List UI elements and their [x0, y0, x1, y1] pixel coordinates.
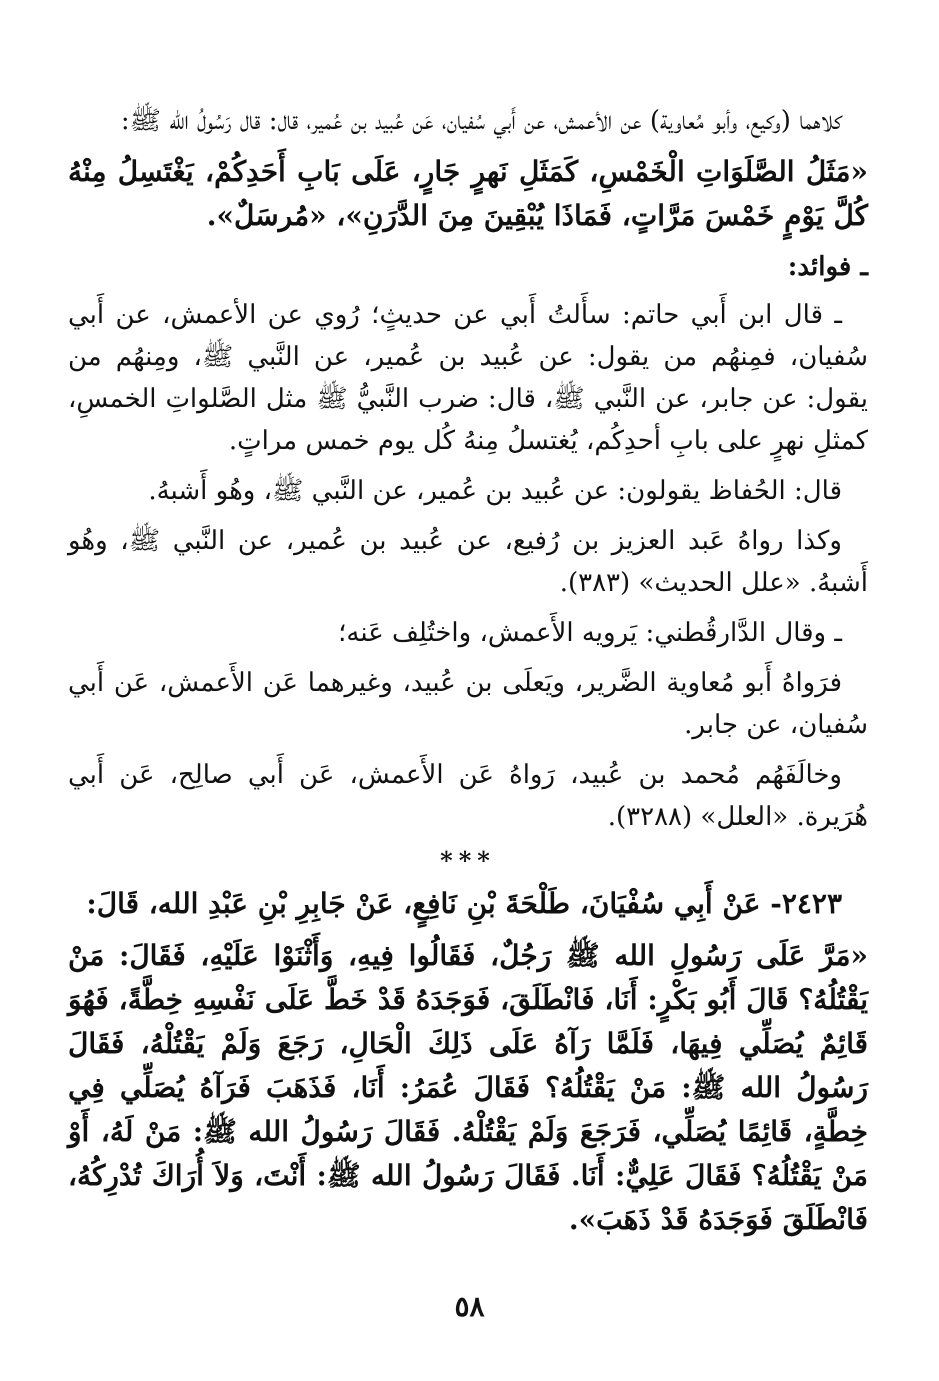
hadith-isnad-text: عَنْ أَبِي سُفْيَانَ، طَلْحَةَ بْنِ نَافِعٍ، عَنْ جَابِرِ بْنِ عَبْدِ الله، قَالَ:	[86, 887, 761, 920]
page-number: ٥٨	[454, 1290, 485, 1323]
fawaid-paragraph-3: وكذا رواهُ عَبد العزيز بن رُفيع، عن عُبيد بن عُمير، عن النَّبي ﷺ، وهُو أَشبهُ. «علل الحديث» (٣٨٣).	[68, 526, 868, 598]
fawaid-heading: ـ فوائد:	[787, 252, 868, 282]
fawaid-paragraph-6: وخالَفَهُم مُحمد بن عُبيد، رَواهُ عَن الأَعمش، عَن أَبي صالِح، عَن أَبي هُرَيرة. «العلل» (٣٢٨٨).	[68, 760, 868, 832]
page-body	[68, 100, 868, 1340]
fawaid-paragraph-2: قال: الحُفاظ يقولون: عن عُبيد بن عُمير، عن النَّبي ﷺ، وهُو أَشبهُ.	[148, 476, 842, 506]
fawaid-paragraph-1: ـ قال ابن أَبي حاتم: سأَلتُ أَبي عن حديثٍ؛ رُوي عن الأعمش، عن أَبي سُفيان، فمِنهُم من يقول: عن عُبيد بن عُمير، عن النَّبي ﷺ، ومِنهُم من يقول: عن جابر، عن النَّبي ﷺ، قال: ضرب النَّبيُّ ﷺ مثل الصَّلواتِ الخمسِ، كمثلِ نهرٍ على بابِ أحدِكُم، يُغتسلُ مِنهُ كُل يوم خمس مراتٍ.	[68, 300, 868, 456]
intro-hadith-text: «مَثَلُ الصَّلَوَاتِ الْخَمْسِ، كَمَثَلِ نَهرٍ جَارٍ، عَلَى بَابِ أَحَدِكُمْ، يَغْتَسِلُ مِنْهُ كُلَّ يَوْمٍ خَمْسَ مَرَّاتٍ، فَمَاذَا يُبْقِينَ مِنَ الدَّرَنِ»، «مُرسَلٌ».	[68, 155, 868, 232]
section-separator: ***	[440, 846, 496, 875]
fawaid-paragraph-5: فرَواهُ أَبو مُعاوية الضَّرير، ويَعلَى بن عُبيد، وغيرهما عَن الأَعمش، عَن أَبي سُفيان، عن جابر.	[68, 668, 868, 740]
hadith-2423-matn: «مَرَّ عَلَى رَسُولِ الله ﷺ رَجُلٌ، فَقَالُوا فِيهِ، وَأَثْنَوْا عَلَيْهِ، فَقَالَ: مَنْ يَقْتُلُهُ؟ قَالَ أَبُو بَكْرٍ: أَنَا، فَانْطَلَقَ، فَوَجَدَهُ قَدْ خَطَّ عَلَى نَفْسِهِ خِطَّةً، فَهُوَ قَائِمٌ يُصَلِّي فِيهَا، فَلَمَّا رَآهُ عَلَى ذَلِكَ الْحَالِ، رَجَعَ وَلَمْ يَقْتُلْهُ، فَقَالَ رَسُولُ الله ﷺ: مَنْ يَقْتُلُهُ؟ فَقَالَ عُمَرُ: أَنَا، فَذَهَبَ فَرَآهُ يُصَلِّي فِي خِطَّةٍ، قَائِمًا يُصَلِّي، فَرَجَعَ وَلَمْ يَقْتُلْهُ. فَقَالَ رَسُولُ الله ﷺ: مَنْ لَهُ، أَوْ مَنْ يَقْتُلُهُ؟ فَقَالَ عَلِيٌّ: أَنَا. فَقَالَ رَسُولُ الله ﷺ: أَنْتَ، وَلاَ أُرَاكَ تُدْرِكُهُ، فَانْطَلَقَ فَوَجَدَهُ قَدْ ذَهَبَ».	[68, 939, 868, 1236]
fawaid-paragraph-4: ـ وقال الدَّارقُطني: يَرويه الأَعمش، واختُلِف عَنه؛	[338, 618, 842, 648]
hadith-2423-isnad	[68, 882, 868, 926]
hadith-number: ٢٤٢٣-	[770, 887, 842, 920]
intro-paragraph: كلاهما (وكيع، وأبو مُعاوية) عن الأعمش، عن أَبي سُفيان، عَن عُبيد بن عُمير، قال: قال رَسُولُ الله ﷺ:	[120, 106, 842, 136]
